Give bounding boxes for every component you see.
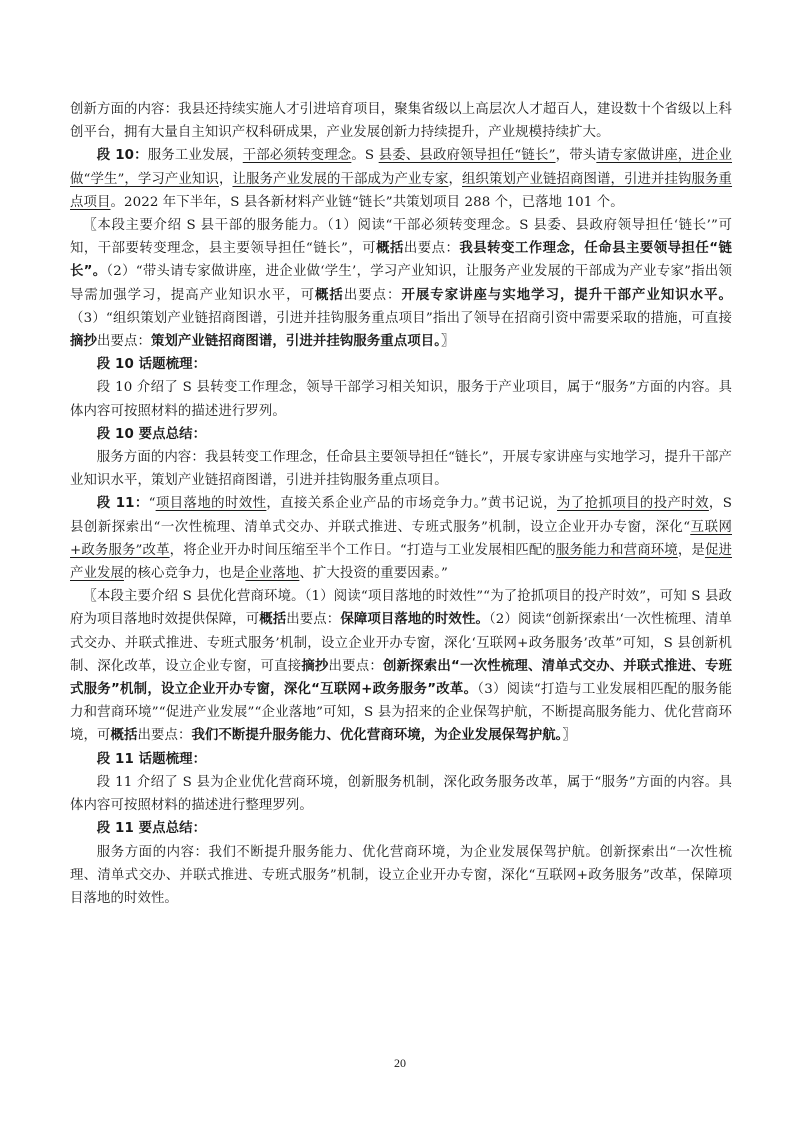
keyword: 概括 xyxy=(314,287,344,303)
underlined-phrase: 县委、县政府领导担任“链长” xyxy=(378,148,556,164)
underlined-phrase: 为了抢抓项目的投产时效 xyxy=(556,496,709,512)
text-run: 〗 xyxy=(562,728,576,744)
paragraph-text: 段 10 介绍了 S 县转变工作理念，领导干部学习相关知识，服务于产业项目，属于“服务”方面的内容。具体内容可按照材料的描述进行罗列。 xyxy=(70,380,732,419)
text-run: ，带头 xyxy=(555,148,597,164)
paragraph-11 xyxy=(70,492,732,585)
paragraph-label: 段 10： xyxy=(96,148,148,164)
section-heading xyxy=(70,748,732,771)
text-run: 出要点： xyxy=(286,612,341,628)
text-run: 服务工业发展， xyxy=(147,148,243,164)
topic-paragraph-10 xyxy=(70,376,732,422)
key-point: 保障项目落地的时效性。 xyxy=(340,612,489,628)
text-run: 出要点： xyxy=(403,241,460,257)
text-run: 出要点： xyxy=(328,658,383,674)
section-heading xyxy=(70,423,732,446)
paragraph-text: 服务方面的内容：我们不断提升服务能力、优化营商环境，为企业发展保驾护航。创新探索出“一次性梳理、清单式交办、并联式推进、专班式服务”机制，设立企业开办专窗，深化“互联网+政务服务”改革，保障项目落地的时效性。 xyxy=(70,844,732,906)
text-run: ， xyxy=(448,171,462,187)
keyword: 概括 xyxy=(376,241,404,257)
paragraph-text: 段 11 介绍了 S 县为企业优化营商环境，创新服务机制，深化政务服务改革，属于“服务”方面的内容。具体内容可按照材料的描述进行整理罗列。 xyxy=(70,774,732,814)
underlined-phrase: 服务能力和营商环境 xyxy=(555,542,678,558)
keyword: 摘抄 xyxy=(70,334,97,350)
paragraph-innovation-summary xyxy=(70,98,732,144)
key-point: 策划产业链招商图谱，引进并挂钩服务重点项目。 xyxy=(150,334,442,350)
underlined-phrase: 互联网+政务服务”改革 xyxy=(70,519,732,558)
text-run: （3）“组织策划产业链招商图谱，引进并挂钩服务重点项目”指出了领导在招商引资中需要采取的措施，可直接 xyxy=(70,310,732,326)
text-run: （2）“带头请专家做讲座，进企业做‘学生’，学习产业知识，让服务产业发展的干部成为产业专家”指出领导需加强学习，提高产业知识水平，可 xyxy=(70,264,732,303)
analysis-note-11 xyxy=(70,585,732,747)
keyword: 概括 xyxy=(259,612,287,628)
text-run: 〗 xyxy=(441,334,455,350)
text-run: ，是 xyxy=(677,542,705,558)
text-run: 出要点： xyxy=(137,728,192,744)
text-run: 出要点： xyxy=(96,334,151,350)
text-run: ， xyxy=(218,171,233,187)
key-point: 我们不断提升服务能力、优化营商环境，为企业发展保驾护航。 xyxy=(191,728,563,744)
heading-text: 段 10 要点总结： xyxy=(96,426,207,442)
text-run: 。S xyxy=(351,148,379,164)
underlined-phrase: 组织策划产业链招商图谱，引进并挂钩服务重点项目 xyxy=(70,171,733,210)
underlined-phrase: 项目落地的时效性 xyxy=(155,496,267,512)
text-run: （2）阅读“创新探索出‘一次性梳理、清单式交办、并联式推进、专班式服务’机制，设立企业开办专窗，深化‘互联网+政务服务’改革”可知，S 县创新机制、深化改革，设立企业专窗，可直接 xyxy=(70,612,733,674)
text-run: 、扩大投资的重要因素。” xyxy=(299,566,449,582)
text-run: 出要点： xyxy=(343,287,402,303)
topic-paragraph-11 xyxy=(70,771,732,817)
underlined-phrase: 请专家做讲座，进企业做“学生”，学习产业知识 xyxy=(70,148,733,187)
keyword: 摘抄 xyxy=(301,658,329,674)
summary-paragraph-10 xyxy=(70,446,732,492)
analysis-note-10 xyxy=(70,214,732,353)
paragraph-label: 段 11： xyxy=(96,496,149,512)
page-content xyxy=(70,98,732,910)
key-point: 我县转变工作理念，任命县主要领导担任“链长”。 xyxy=(70,241,732,280)
underlined-phrase: 促进产业发展 xyxy=(70,542,732,582)
summary-paragraph-11 xyxy=(70,841,732,911)
key-point: 创新探索出“一次性梳理、清单式交办、并联式推进、专班式服务”机制，设立企业开办专窗，深化“互联网+政务服务”改革。 xyxy=(70,658,733,698)
text-run: 〖本段主要介绍 S 县干部的服务能力。（1）阅读“干部必须转变理念。S 县委、县政府领导担任‘链长’”可知，干部要转变理念，县主要领导担任“链长”，可 xyxy=(70,218,732,257)
page-number: 20 xyxy=(394,1056,406,1070)
paragraph-text: 服务方面的内容：我县转变工作理念，任命县主要领导担任“链长”，开展专家讲座与实地学习，提升干部产业知识水平，策划产业链招商图谱，引进并挂钩服务重点项目。 xyxy=(70,450,732,489)
section-heading xyxy=(70,817,732,840)
text-run: 。2022 年下半年，S 县各新材料产业链“链长”共策划项目 288 个，已落地 101 个。 xyxy=(110,194,624,210)
text-run: ，直接关系企业产品的市场竞争力。”黄书记说， xyxy=(266,496,557,512)
paragraph-text: 创新方面的内容：我县还持续实施人才引进培育项目，聚集省级以上高层次人才超百人，建设数十个省级以上科创平台，拥有大量自主知识产权科研成果，产业发展创新力持续提升，产业规模持续扩大。 xyxy=(70,102,732,141)
heading-text: 段 10 话题梳理： xyxy=(96,357,207,373)
heading-text: 段 11 要点总结： xyxy=(96,821,207,837)
section-heading xyxy=(70,353,732,376)
text-run: （3）阅读“打造与工业发展相匹配的服务能力和营商环境”“促进产业发展”“企业落地”可知，S 县为招来的企业保驾护航，不断提高服务能力、优化营商环境，可 xyxy=(70,682,732,744)
heading-text: 段 11 话题梳理： xyxy=(96,751,207,767)
underlined-phrase: 干部必须转变理念 xyxy=(242,148,352,164)
paragraph-10 xyxy=(70,144,732,214)
underlined-phrase: 企业落地 xyxy=(245,566,300,582)
text-run: ，S 县创新探索出“一次性梳理、清单式交办、并联式推进、专班式服务”机制，设立企业开办专窗，深化“ xyxy=(70,496,732,535)
text-run: ，将企业开办时间压缩至半个工作日。“打造与工业发展相匹配的 xyxy=(169,542,556,558)
text-run: “ xyxy=(148,496,156,512)
text-run: 的核心竞争力，也是 xyxy=(123,566,246,582)
keyword: 概括 xyxy=(110,728,138,744)
text-run: 〖本段主要介绍 S 县优化营商环境。（1）阅读“项目落地的时效性”“为了抢抓项目的投产时效”，可知 S 县政府为项目落地时效提供保障，可 xyxy=(70,589,732,628)
key-point: 开展专家讲座与实地学习，提升干部产业知识水平。 xyxy=(401,287,732,303)
underlined-phrase: 让服务产业发展的干部成为产业专家 xyxy=(232,171,449,187)
